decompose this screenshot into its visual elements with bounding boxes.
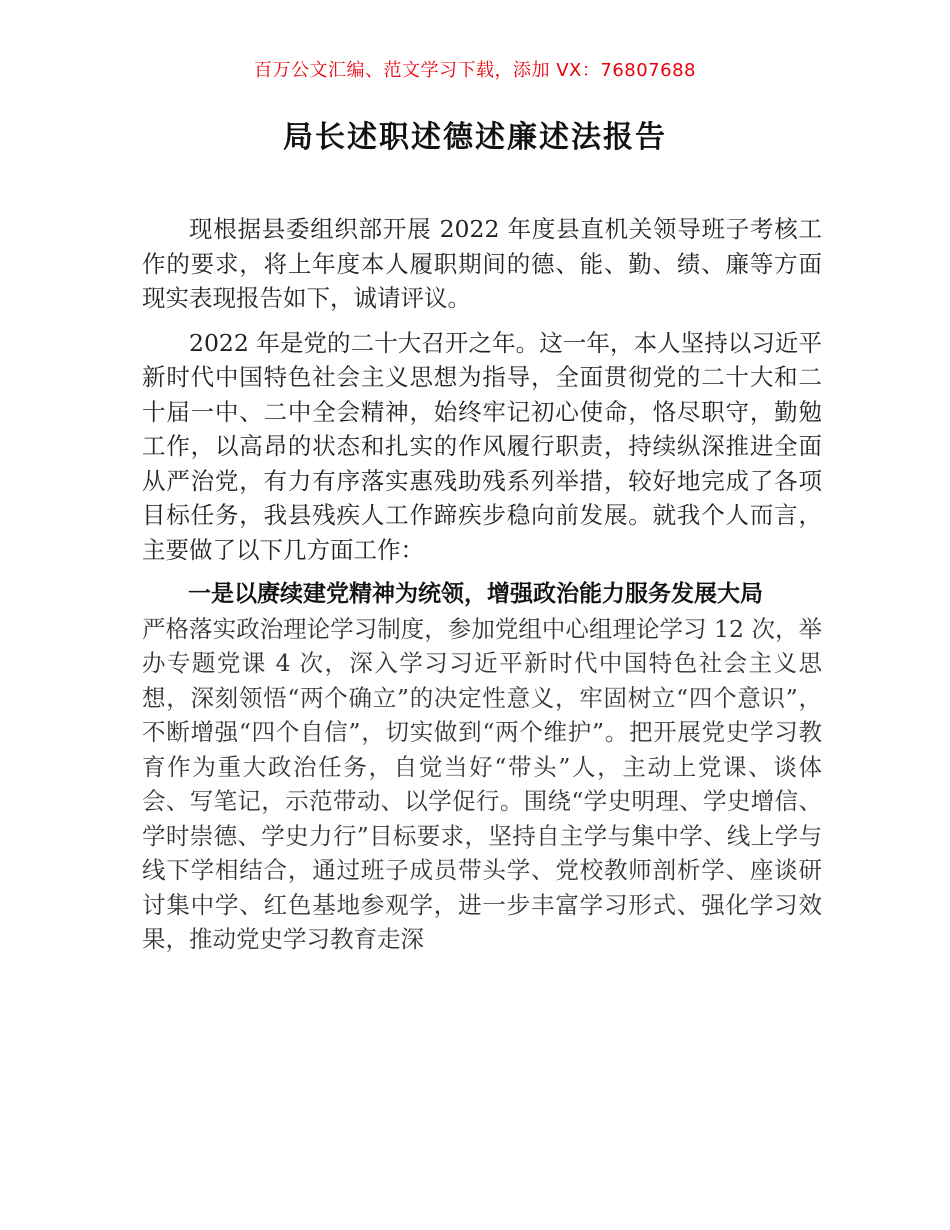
watermark-contact: 百万公文汇编、范文学习下载，添加 VX：76807688 [254,60,696,81]
document-body [142,212,822,957]
section-paragraph: 严格落实政治理论学习制度，参加党组中心组理论学习 12 次，举办专题党课 4 次，深入学习习近平新时代中国特色社会主义思想，深刻领悟“两个确立”的决定性意义，牢固树立“四个意识”，不断增强“四个自信”，切实做到“两个维护”。把开展党史学习教育作为重大政治任务，自觉当好“带头”人，主动上党课、谈体会、写笔记，示范带动、以学促行。围绕“学史明理、学史增信、学时崇德、学史力行”目标要求，坚持自主学与集中学、线上学与线下学相结合，通过班子成员带头学、党校教师剖析学、座谈研讨集中学、红色基地参观学，进一步丰富学习形式、强化学习效果，推动党史学习教育走深 [142,614,822,953]
intro-paragraph: 现根据县委组织部开展 2022 年度县直机关领导班子考核工作的要求，将上年度本人履职期间的德、能、勤、绩、廉等方面现实表现报告如下，诚请评议。 [142,215,822,312]
section-heading: 一是以赓续建党精神为统领，增强政治能力服务发展大局 [188,581,763,607]
document-title: 局长述职述德述廉述法报告 [283,120,667,155]
summary-paragraph: 2022 年是党的二十大召开之年。这一年，本人坚持以习近平新时代中国特色社会主义思想为指导，全面贯彻党的二十大和二十届一中、二中全会精神，始终牢记初心使命，恪尽职守，勤勉工作，以高昂的状态和扎实的作风履行职责，持续纵深推进全面从严治党，有力有序落实惠残助残系列举措，较好地完成了各项目标任务，我县残疾人工作蹄疾步稳向前发展。就我个人而言，主要做了以下几方面工作： [142,328,822,564]
